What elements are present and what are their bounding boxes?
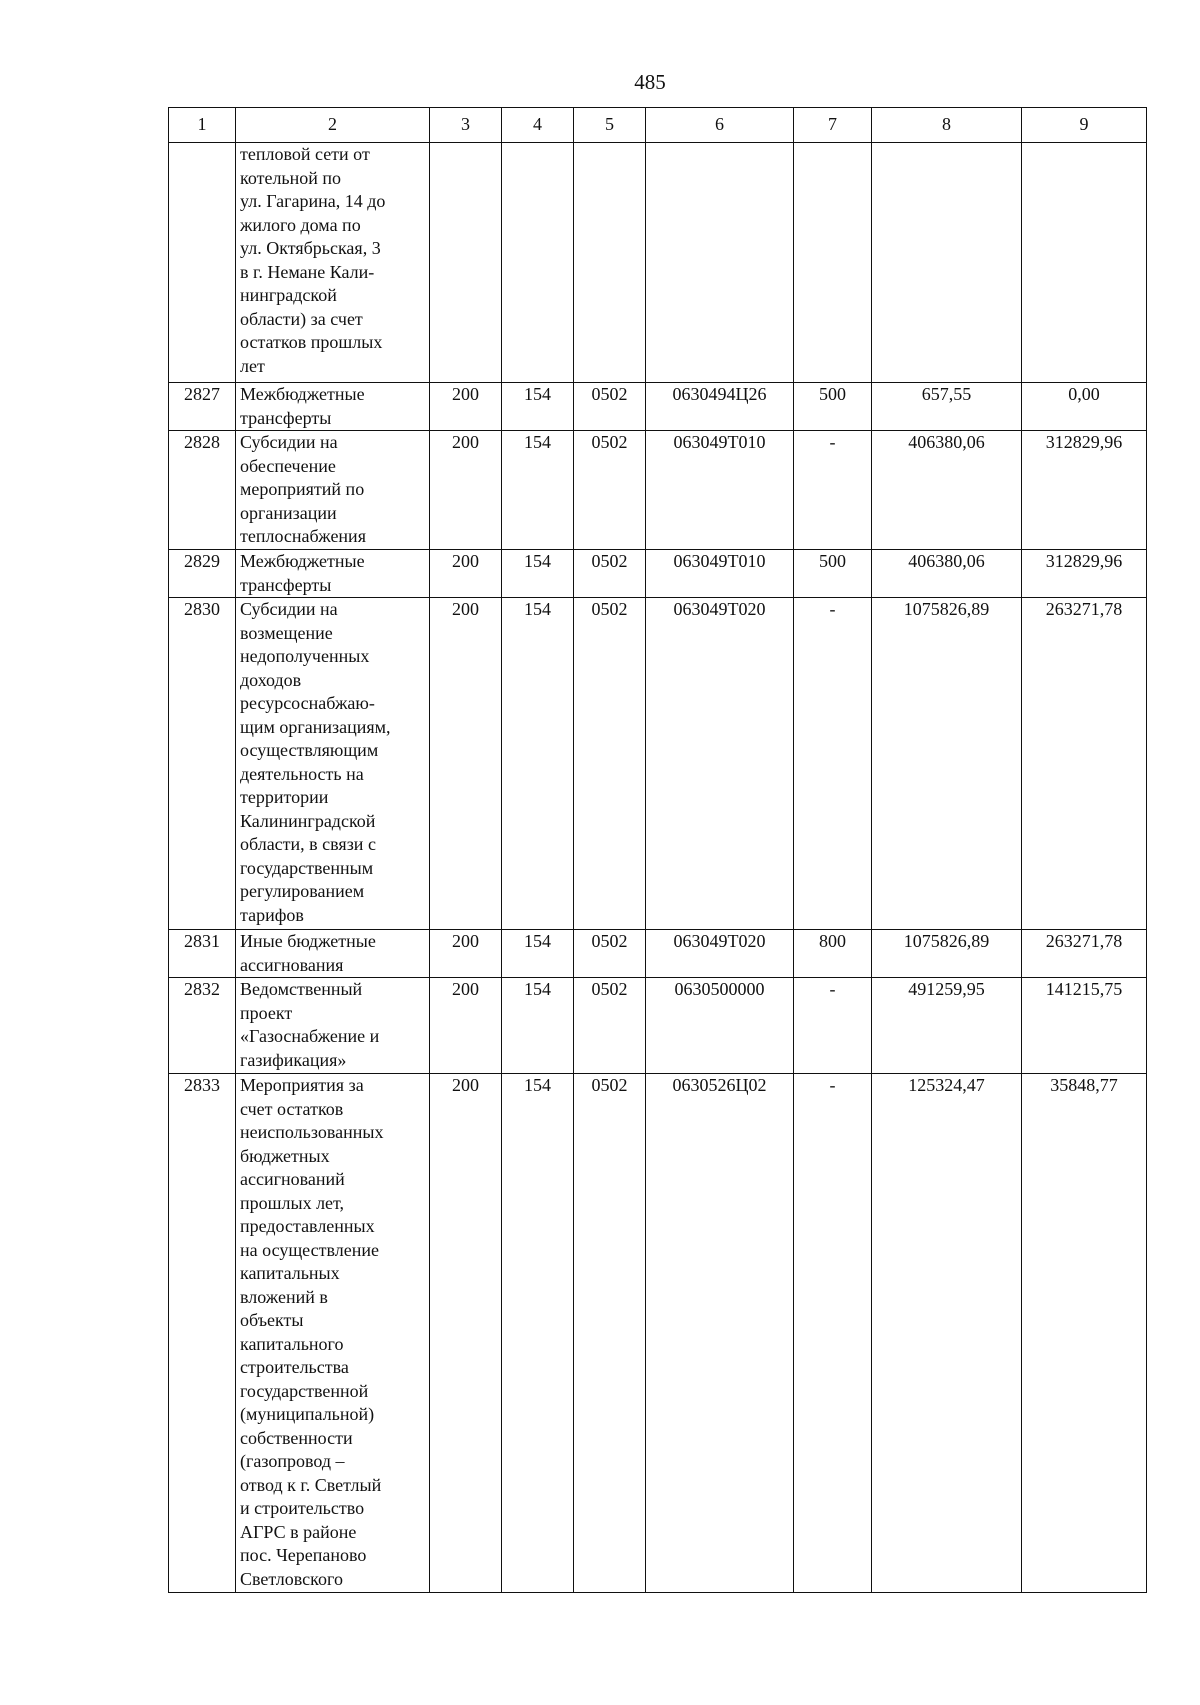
row-name-text: тепловой сети от котельной по ул. Гагарина, 14 до жилого дома по ул. Октябрьская, 3 в г. Немане Кали- нинградской области) за счет остатков прошлых лет [240, 144, 386, 376]
cell-c8: 657,55 [872, 383, 1022, 431]
table-row [169, 1074, 1147, 1593]
cell-c4: 154 [502, 930, 574, 978]
cell-c4: 154 [502, 550, 574, 598]
row-number [169, 143, 236, 383]
cell-c8: 406380,06 [872, 550, 1022, 598]
column-header: 6 [646, 108, 794, 143]
row-name-text: Ведомственный проект «Газоснабжение и газификация» [240, 979, 380, 1070]
cell-c6: 0630494Ц26 [646, 383, 794, 431]
row-number: 2827 [169, 383, 236, 431]
row-name [236, 930, 430, 978]
row-name-text: Межбюджетные трансферты [240, 551, 365, 595]
cell-c5: 0502 [574, 930, 646, 978]
column-header: 4 [502, 108, 574, 143]
cell-c7: - [794, 978, 872, 1074]
column-header: 8 [872, 108, 1022, 143]
cell-c4 [502, 143, 574, 383]
row-name [236, 978, 430, 1074]
cell-c6: 0630526Ц02 [646, 1074, 794, 1593]
cell-c8: 1075826,89 [872, 930, 1022, 978]
cell-c7: 500 [794, 383, 872, 431]
cell-c7: 800 [794, 930, 872, 978]
table-row [169, 930, 1147, 978]
row-number: 2832 [169, 978, 236, 1074]
cell-c9: 263271,78 [1022, 930, 1147, 978]
row-number: 2831 [169, 930, 236, 978]
cell-c9 [1022, 143, 1147, 383]
row-name [236, 383, 430, 431]
row-name-text: Иные бюджетные ассигнования [240, 931, 376, 975]
cell-c5: 0502 [574, 1074, 646, 1593]
cell-c8: 406380,06 [872, 431, 1022, 550]
row-number: 2833 [169, 1074, 236, 1593]
cell-c5 [574, 143, 646, 383]
cell-c5: 0502 [574, 431, 646, 550]
cell-c7 [794, 143, 872, 383]
cell-c4: 154 [502, 1074, 574, 1593]
table-row [169, 431, 1147, 550]
table-row [169, 978, 1147, 1074]
column-header: 2 [236, 108, 430, 143]
cell-c3: 200 [430, 598, 502, 930]
column-header: 9 [1022, 108, 1147, 143]
cell-c5: 0502 [574, 383, 646, 431]
cell-c9: 141215,75 [1022, 978, 1147, 1074]
cell-c9: 0,00 [1022, 383, 1147, 431]
cell-c4: 154 [502, 383, 574, 431]
table-row [169, 383, 1147, 431]
page-number: 485 [634, 70, 666, 94]
cell-c3 [430, 143, 502, 383]
row-name [236, 1074, 430, 1593]
cell-c7: - [794, 1074, 872, 1593]
table-row [169, 598, 1147, 930]
cell-c9: 312829,96 [1022, 431, 1147, 550]
table-row [169, 143, 1147, 383]
column-header: 5 [574, 108, 646, 143]
cell-c6 [646, 143, 794, 383]
cell-c6: 063049Т020 [646, 598, 794, 930]
cell-c7: - [794, 431, 872, 550]
cell-c5: 0502 [574, 978, 646, 1074]
cell-c8: 1075826,89 [872, 598, 1022, 930]
row-name [236, 143, 430, 383]
column-header: 1 [169, 108, 236, 143]
cell-c4: 154 [502, 431, 574, 550]
cell-c9: 35848,77 [1022, 1074, 1147, 1593]
cell-c9: 312829,96 [1022, 550, 1147, 598]
cell-c7: - [794, 598, 872, 930]
column-header: 3 [430, 108, 502, 143]
row-number: 2829 [169, 550, 236, 598]
cell-c6: 0630500000 [646, 978, 794, 1074]
budget-table [168, 107, 1147, 1593]
row-name-text: Субсидии на обеспечение мероприятий по организации теплоснабжения [240, 432, 366, 546]
row-name-text: Межбюджетные трансферты [240, 384, 365, 428]
cell-c6: 063049Т010 [646, 431, 794, 550]
cell-c9: 263271,78 [1022, 598, 1147, 930]
cell-c4: 154 [502, 978, 574, 1074]
row-name [236, 598, 430, 930]
cell-c5: 0502 [574, 550, 646, 598]
row-name [236, 550, 430, 598]
cell-c6: 063049Т020 [646, 930, 794, 978]
cell-c3: 200 [430, 978, 502, 1074]
cell-c7: 500 [794, 550, 872, 598]
cell-c3: 200 [430, 383, 502, 431]
row-name [236, 431, 430, 550]
cell-c6: 063049Т010 [646, 550, 794, 598]
row-number: 2828 [169, 431, 236, 550]
header-row [169, 108, 1147, 143]
cell-c3: 200 [430, 930, 502, 978]
cell-c3: 200 [430, 1074, 502, 1593]
cell-c3: 200 [430, 550, 502, 598]
cell-c8: 125324,47 [872, 1074, 1022, 1593]
row-number: 2830 [169, 598, 236, 930]
cell-c8: 491259,95 [872, 978, 1022, 1074]
cell-c4: 154 [502, 598, 574, 930]
row-name-text: Субсидии на возмещение недополученных доходов ресурсоснабжаю- щим организациям, осуществляющим деятельность на территории Калининградской области, в связи с государственным регулированием тарифов [240, 599, 391, 925]
row-name-text: Мероприятия за счет остатков неиспользованных бюджетных ассигнований прошлых лет, предоставленных на осуществление капитальных вложений в объекты капитального строительства государственной (муниципальной) собственности (газопровод – отвод к г. Светлый и строительство АГРС в районе пос. Черепаново Светловского [240, 1075, 384, 1589]
table-row [169, 550, 1147, 598]
cell-c5: 0502 [574, 598, 646, 930]
column-header: 7 [794, 108, 872, 143]
cell-c8 [872, 143, 1022, 383]
cell-c3: 200 [430, 431, 502, 550]
